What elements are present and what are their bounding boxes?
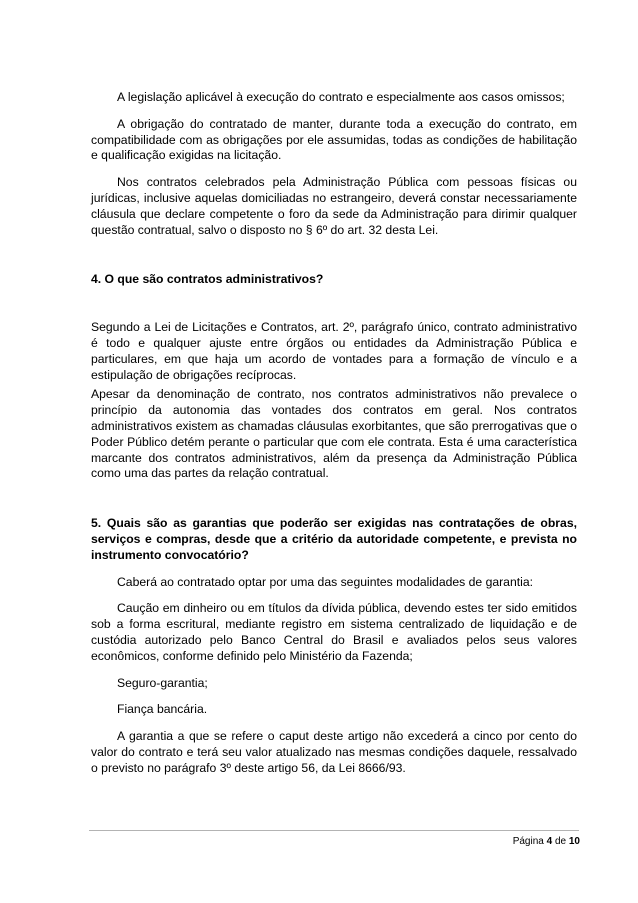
current-page-number: 4: [546, 836, 553, 847]
page-content: [91, 90, 577, 777]
section-5-paragraph-3: Seguro-garantia;: [117, 675, 208, 690]
intro-paragraph-3: Nos contratos celebrados pela Administração Pública com pessoas físicas ou jurídicas, inclusive aquelas domiciliadas no estrangeiro, deverá constar necessariamente cláusula que declare competente o foro da sede da Administração para dirimir qualquer questão contratual, salvo o disposto no § 6º do art. 32 desta Lei.: [91, 175, 577, 237]
section-5-paragraph-2: Caução em dinheiro ou em títulos da dívida pública, devendo estes ter sido emitidos sob a forma escritural, mediante registro em sistema centralizado de liquidação e de custódia autorizado pelo Banco Central do Brasil e avaliados pelos seus valores econômicos, conforme definido pelo Ministério da Fazenda;: [91, 601, 577, 663]
page-word: Página: [512, 836, 544, 847]
section-4-paragraph-1: Segundo a Lei de Licitações e Contratos, art. 2º, parágrafo único, contrato administrativo é todo e qualquer ajuste entre órgãos ou entidades da Administração Pública e particulares, em que haja um acordo de vontades para a formação de vínculo e a estipulação de obrigações recíprocas.: [91, 320, 577, 382]
section-5-paragraph-5: A garantia a que se refere o caput deste artigo não excederá a cinco por cento do valor do contrato e terá seu valor atualizado nas mesmas condições daquele, ressalvado o previsto no parágrafo 3º deste artigo 56, da Lei 8666/93.: [91, 729, 577, 775]
section-4-paragraph-2: Apesar da denominação de contrato, nos contratos administrativos não prevalece o princípio da autonomia das vontades dos contratos em geral. Nos contratos administrativos existem as chamadas cláusulas exorbitantes, que são prerrogativas que o Poder Público detém perante o particular que com ele contrata. Esta é uma característica marcante dos contratos administrativos, além da presença da Administração Pública como uma das partes da relação contratual.: [91, 387, 577, 481]
intro-paragraph-1: A legislação aplicável à execução do contrato e especialmente aos casos omissos;: [117, 90, 565, 104]
section-4-heading: 4. O que são contratos administrativos?: [91, 272, 324, 287]
of-word: de: [554, 836, 567, 847]
footer-divider: [89, 830, 579, 831]
total-pages-number: 10: [568, 836, 580, 847]
section-5-paragraph-1: Caberá ao contratado optar por uma das seguintes modalidades de garantia:: [117, 574, 533, 589]
section-5-paragraph-4: Fiança bancária.: [117, 702, 208, 717]
intro-paragraph-2: A obrigação do contratado de manter, durante toda a execução do contrato, em compatibilidade com as obrigações por ele assumidas, todas as condições de habilitação e qualificação exigidas na licitação.: [91, 116, 577, 163]
page-number: [513, 836, 580, 847]
section-5-heading: 5. Quais são as garantias que poderão ser exigidas nas contratações de obras, serviços e compras, desde que a critério da autoridade competente, e prevista no instrumento convocatório?: [91, 516, 577, 562]
